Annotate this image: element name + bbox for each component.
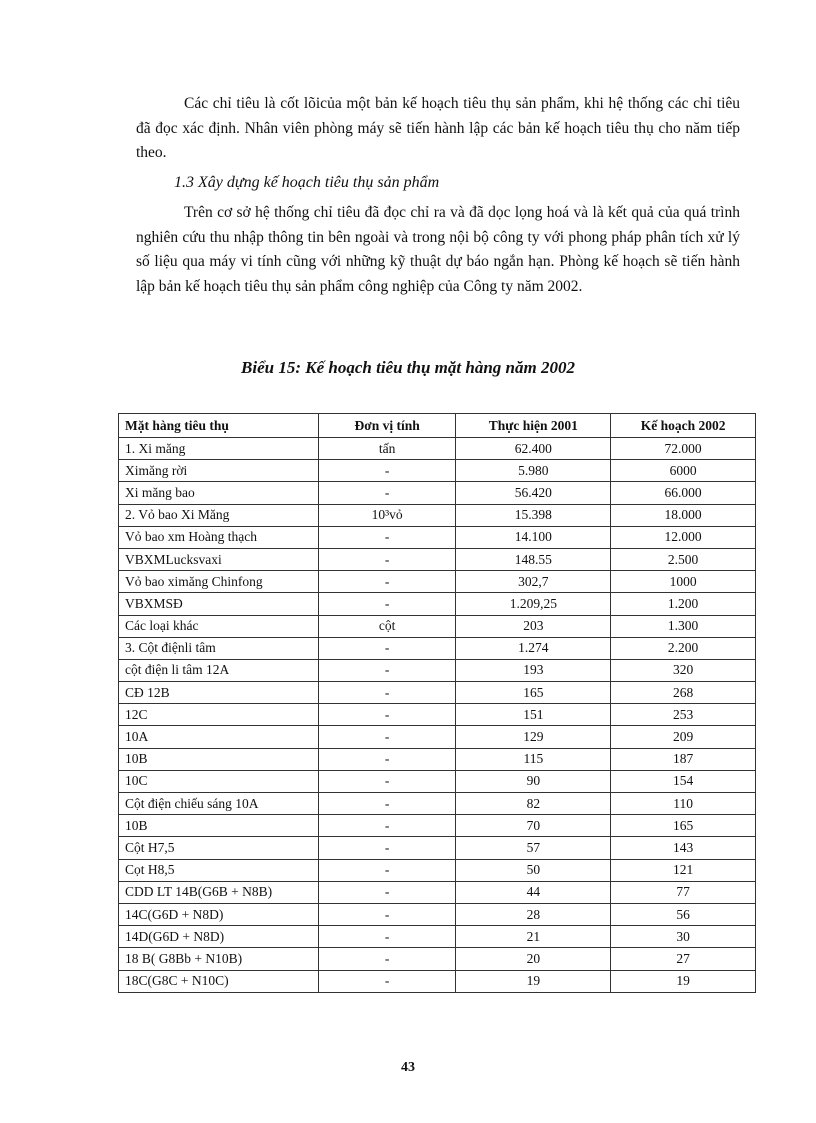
product-cell: 10B	[119, 748, 319, 770]
plan-2002-cell: 66.000	[611, 482, 756, 504]
plan-2002-cell: 165	[611, 815, 756, 837]
product-cell: CDD LT 14B(G6B + N8B)	[119, 881, 319, 903]
table-row	[119, 793, 756, 815]
header-product: Mặt hàng tiêu thụ	[119, 414, 319, 438]
header-unit: Đơn vị tính	[318, 414, 456, 438]
plan-2002-cell: 2.200	[611, 637, 756, 659]
table-row	[119, 504, 756, 526]
actual-2001-cell: 50	[456, 859, 611, 881]
unit-cell: -	[318, 704, 456, 726]
product-cell: VBXMLucksvaxi	[119, 548, 319, 570]
table-row	[119, 815, 756, 837]
unit-cell: -	[318, 770, 456, 792]
actual-2001-cell: 19	[456, 970, 611, 992]
product-cell: Cột H7,5	[119, 837, 319, 859]
product-cell: 12C	[119, 704, 319, 726]
unit-cell: -	[318, 970, 456, 992]
product-cell: Các loại khác	[119, 615, 319, 637]
table-row	[119, 926, 756, 948]
table-row	[119, 704, 756, 726]
actual-2001-cell: 203	[456, 615, 611, 637]
unit-cell: -	[318, 837, 456, 859]
table-row	[119, 726, 756, 748]
product-cell: 18C(G8C + N10C)	[119, 970, 319, 992]
actual-2001-cell: 302,7	[456, 571, 611, 593]
plan-2002-cell: 30	[611, 926, 756, 948]
product-cell: VBXMSĐ	[119, 593, 319, 615]
plan-2002-cell: 19	[611, 970, 756, 992]
actual-2001-cell: 1.274	[456, 637, 611, 659]
plan-2002-cell: 2.500	[611, 548, 756, 570]
plan-2002-cell: 1.200	[611, 593, 756, 615]
unit-cell: -	[318, 726, 456, 748]
plan-2002-cell: 6000	[611, 460, 756, 482]
actual-2001-cell: 44	[456, 881, 611, 903]
product-cell: 10A	[119, 726, 319, 748]
intro-paragraph	[136, 92, 740, 166]
actual-2001-cell: 70	[456, 815, 611, 837]
unit-cell: -	[318, 815, 456, 837]
product-cell: Cột điện chiếu sáng 10A	[119, 793, 319, 815]
table-row	[119, 637, 756, 659]
table-row	[119, 881, 756, 903]
plan-2002-cell: 18.000	[611, 504, 756, 526]
table-caption: Biểu 15: Kế hoạch tiêu thụ mặt hàng năm 2002	[241, 358, 575, 377]
table-row	[119, 948, 756, 970]
unit-cell: -	[318, 881, 456, 903]
actual-2001-cell: 5.980	[456, 460, 611, 482]
plan-2002-cell: 27	[611, 948, 756, 970]
actual-2001-cell: 129	[456, 726, 611, 748]
actual-2001-cell: 148.55	[456, 548, 611, 570]
plan-2002-cell: 209	[611, 726, 756, 748]
unit-cell: -	[318, 793, 456, 815]
table-row	[119, 482, 756, 504]
body-paragraph	[136, 201, 740, 299]
page-number: 43	[401, 1060, 415, 1075]
actual-2001-cell: 1.209,25	[456, 593, 611, 615]
plan-2002-cell: 72.000	[611, 438, 756, 460]
actual-2001-cell: 14.100	[456, 526, 611, 548]
table-row	[119, 970, 756, 992]
plan-2002-cell: 1000	[611, 571, 756, 593]
unit-cell: -	[318, 926, 456, 948]
unit-cell: -	[318, 593, 456, 615]
unit-cell: -	[318, 637, 456, 659]
unit-cell: -	[318, 903, 456, 925]
intro-paragraph-text: Các chỉ tiêu là cốt lõicủa một bản kế hoạch tiêu thụ sản phẩm, khi hệ thống các chỉ tiêu đã đọc xác định. Nhân viên phòng máy sẽ tiến hành lập các bản kế hoạch tiêu thụ cho năm tiếp theo.	[136, 95, 740, 161]
table-row	[119, 615, 756, 637]
table-row	[119, 682, 756, 704]
body-paragraph-text: Trên cơ sở hệ thống chỉ tiêu đã đọc chỉ ra và đã dọc lọng hoá và là kết quả của quá trình nghiên cứu thu nhập thông tin bên ngoài và trong nội bộ công ty với phong pháp phân tích xử lý số liệu qua máy vi tính cũng với những kỹ thuật dự báo ngắn hạn. Phòng kế hoạch sẽ tiến hành lập bản kế hoạch tiêu thụ sản phẩm công nghiệp của Công ty năm 2002.	[136, 204, 740, 295]
product-cell: 10B	[119, 815, 319, 837]
actual-2001-cell: 62.400	[456, 438, 611, 460]
actual-2001-cell: 90	[456, 770, 611, 792]
table-row	[119, 548, 756, 570]
product-cell: 1. Xi măng	[119, 438, 319, 460]
product-cell: 2. Vỏ bao Xi Măng	[119, 504, 319, 526]
actual-2001-cell: 21	[456, 926, 611, 948]
unit-cell: -	[318, 659, 456, 681]
plan-2002-cell: 1.300	[611, 615, 756, 637]
plan-2002-cell: 320	[611, 659, 756, 681]
table-row	[119, 438, 756, 460]
unit-cell: tấn	[318, 438, 456, 460]
product-cell: 3. Cột điệnli tâm	[119, 637, 319, 659]
plan-2002-cell: 77	[611, 881, 756, 903]
unit-cell: -	[318, 526, 456, 548]
product-cell: Xi măng bao	[119, 482, 319, 504]
product-cell: CĐ 12B	[119, 682, 319, 704]
unit-cell: -	[318, 571, 456, 593]
actual-2001-cell: 165	[456, 682, 611, 704]
header-actual-2001: Thực hiện 2001	[456, 414, 611, 438]
plan-2002-cell: 56	[611, 903, 756, 925]
plan-2002-cell: 12.000	[611, 526, 756, 548]
plan-2002-cell: 143	[611, 837, 756, 859]
plan-2002-cell: 110	[611, 793, 756, 815]
table-row	[119, 593, 756, 615]
plan-2002-cell: 154	[611, 770, 756, 792]
header-plan-2002: Kế hoạch 2002	[611, 414, 756, 438]
unit-cell: -	[318, 859, 456, 881]
table-row	[119, 770, 756, 792]
table-body	[119, 438, 756, 993]
table-row	[119, 748, 756, 770]
plan-2002-cell: 121	[611, 859, 756, 881]
product-cell: Vỏ bao ximăng Chinfong	[119, 571, 319, 593]
actual-2001-cell: 193	[456, 659, 611, 681]
plan-2002-cell: 187	[611, 748, 756, 770]
unit-cell: -	[318, 748, 456, 770]
unit-cell: -	[318, 948, 456, 970]
unit-cell: -	[318, 482, 456, 504]
product-cell: 14D(G6D + N8D)	[119, 926, 319, 948]
table-row	[119, 571, 756, 593]
actual-2001-cell: 15.398	[456, 504, 611, 526]
table-row	[119, 526, 756, 548]
table-row	[119, 859, 756, 881]
product-cell: 10C	[119, 770, 319, 792]
plan-2002-cell: 268	[611, 682, 756, 704]
table-row	[119, 659, 756, 681]
table-row	[119, 903, 756, 925]
plan-2002-cell: 253	[611, 704, 756, 726]
unit-cell: -	[318, 682, 456, 704]
actual-2001-cell: 82	[456, 793, 611, 815]
product-cell: 14C(G6D + N8D)	[119, 903, 319, 925]
product-cell: Cọt H8,5	[119, 859, 319, 881]
product-cell: 18 B( G8Bb + N10B)	[119, 948, 319, 970]
actual-2001-cell: 28	[456, 903, 611, 925]
actual-2001-cell: 115	[456, 748, 611, 770]
table-header-row	[119, 414, 756, 438]
product-cell: Vỏ bao xm Hoàng thạch	[119, 526, 319, 548]
actual-2001-cell: 151	[456, 704, 611, 726]
actual-2001-cell: 57	[456, 837, 611, 859]
unit-cell: -	[318, 548, 456, 570]
table-row	[119, 460, 756, 482]
product-cell: Ximăng rời	[119, 460, 319, 482]
actual-2001-cell: 56.420	[456, 482, 611, 504]
section-heading: 1.3 Xây dựng kế hoạch tiêu thụ sản phẩm	[174, 174, 440, 191]
table-row	[119, 837, 756, 859]
sales-plan-table	[118, 413, 756, 993]
product-cell: cột điện li tâm 12A	[119, 659, 319, 681]
unit-cell: -	[318, 460, 456, 482]
unit-cell: cột	[318, 615, 456, 637]
actual-2001-cell: 20	[456, 948, 611, 970]
unit-cell: 10³vỏ	[318, 504, 456, 526]
